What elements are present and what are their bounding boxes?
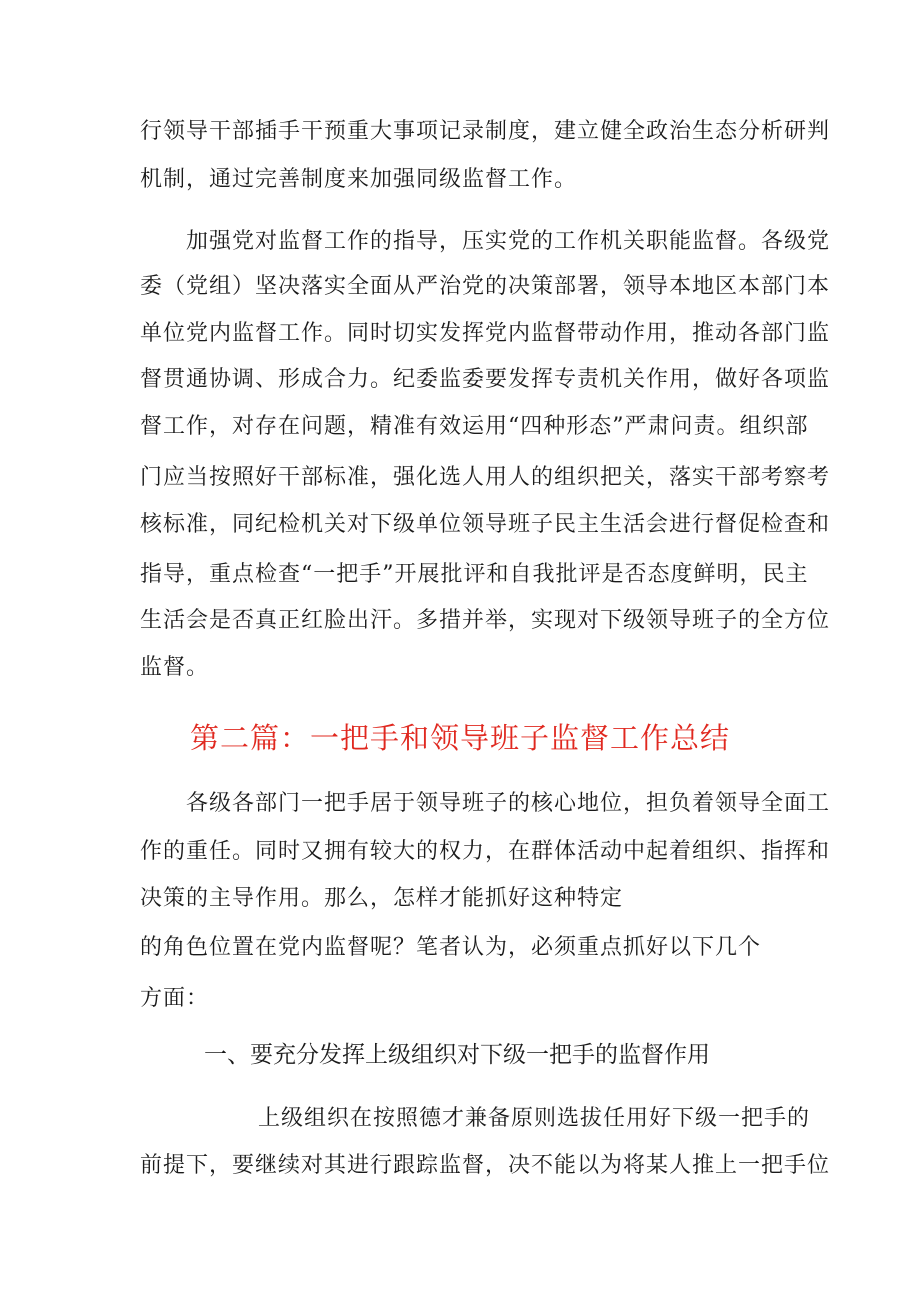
para2-line-3: 单位党内监督工作。同时切实发挥党内监督带动作用，推动各部门监 bbox=[140, 321, 831, 346]
para3-line-1: 各级各部门一把手居于领导班子的核心地位，担负着领导全面工 bbox=[186, 791, 831, 816]
para2-line-2: 委（党组）坚决落实全面从严治党的决策部署，领导本地区本部门本 bbox=[140, 274, 831, 299]
section-title: 第二篇：一把手和领导班子监督工作总结 bbox=[189, 721, 730, 755]
para4-line-2: 前提下，要继续对其进行跟踪监督，决不能以为将某人推上一把手位 bbox=[140, 1153, 831, 1178]
para2-line-10: 监督。 bbox=[140, 655, 210, 680]
para1-line-2: 机制，通过完善制度来加强同级监督工作。 bbox=[140, 167, 578, 192]
para3-line-4: 的角色位置在党内监督呢？笔者认为，必须重点抓好以下几个 bbox=[140, 935, 762, 960]
para2-line-1: 加强党对监督工作的指导，压实党的工作机关职能监督。各级党 bbox=[186, 229, 831, 254]
para3-line-3: 决策的主导作用。那么，怎样才能抓好这种特定 bbox=[140, 886, 624, 911]
para4-line-1: 上级组织在按照德才兼备原则选拔任用好下级一把手的 bbox=[258, 1106, 811, 1131]
para1-line-1: 行领导干部插手干预重大事项记录制度，建立健全政治生态分析研判 bbox=[140, 119, 831, 144]
para2-line-6: 门应当按照好干部标准，强化选人用人的组织把关，落实干部考察考 bbox=[140, 465, 831, 490]
para2-line-4: 督贯通协调、形成合力。纪委监委要发挥专责机关作用，做好各项监 bbox=[140, 367, 831, 392]
para3-line-5: 方面： bbox=[140, 986, 210, 1011]
para2-line-5: 督工作，对存在问题，精准有效运用“四种形态”严肃问责。组织部 bbox=[140, 414, 809, 439]
para2-line-8: 指导，重点检查“一把手”开展批评和自我批评是否态度鲜明，民主 bbox=[140, 562, 809, 587]
para3-line-2: 作的重任。同时又拥有较大的权力，在群体活动中起着组织、指挥和 bbox=[140, 839, 831, 864]
para2-line-7: 核标准，同纪检机关对下级单位领导班子民主生活会进行督促检查和 bbox=[140, 512, 831, 537]
para2-line-9: 生活会是否真正红脸出汗。多措并举，实现对下级领导班子的全方位 bbox=[140, 608, 831, 633]
subheading: 一、要充分发挥上级组织对下级一把手的监督作用 bbox=[204, 1042, 710, 1068]
